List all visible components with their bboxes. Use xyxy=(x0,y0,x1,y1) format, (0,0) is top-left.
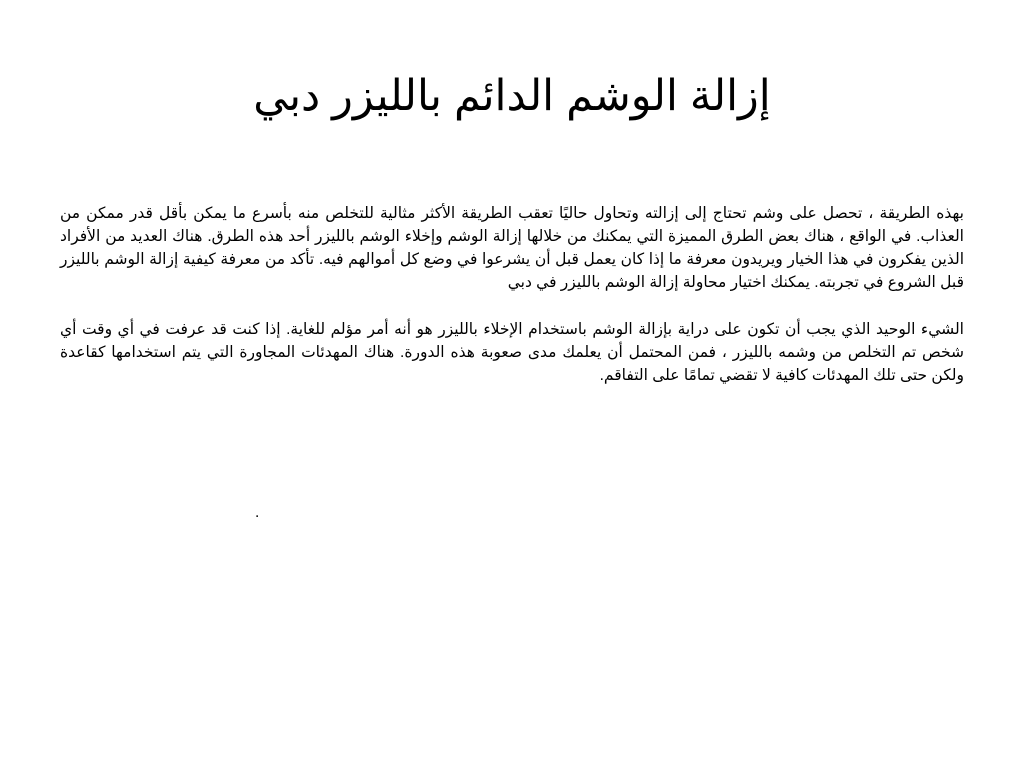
slide-title: إزالة الوشم الدائم بالليزر دبي xyxy=(253,72,771,120)
slide-body xyxy=(60,202,964,411)
trailing-period: . xyxy=(255,504,260,521)
body-paragraph-2: الشيء الوحيد الذي يجب أن تكون على دراية بإزالة الوشم باستخدام الإخلاء بالليزر هو أنه أمر مؤلم للغاية. إذا كنت قد عرفت في أي وقت أي شخص تم التخلص من وشمه بالليزر ، فمن المحتمل أن يعلمك مدى صعوبة هذه الدورة. هناك المهدئات المجاورة التي يتم استخدامها كقاعدة ولكن حتى تلك المهدئات كافية لا تقضي تمامًا على التفاقم. xyxy=(60,321,964,384)
body-paragraph-1: بهذه الطريقة ، تحصل على وشم تحتاج إلى إزالته وتحاول حاليًا تعقب الطريقة الأكثر مثالية للتخلص منه بأسرع ما يمكن بأقل قدر ممكن من العذاب. في الواقع ، هناك بعض الطرق المميزة التي يمكنك من خلالها إزالة الوشم وإخلاء الوشم بالليزر أحد هذه الطرق. هناك العديد من الأفراد الذين يفكرون في هذا الخيار ويريدون معرفة ما إذا كان يعمل قبل أن يشرعوا في وضع كل أموالهم فيه. تأكد من معرفة كيفية إزالة الوشم بالليزر قبل الشروع في تجربته. يمكنك اختيار محاولة إزالة الوشم بالليزر في دبي xyxy=(60,205,964,291)
